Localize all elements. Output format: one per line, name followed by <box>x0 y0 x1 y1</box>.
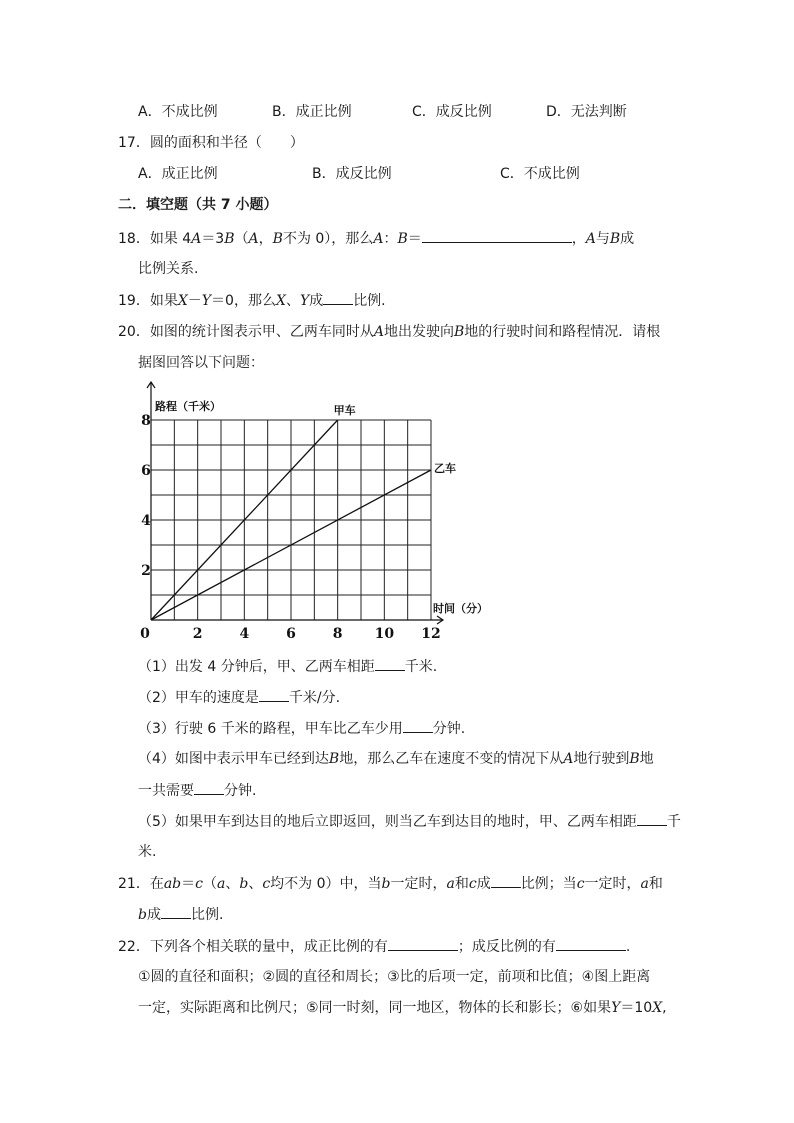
x-tick-label: 6 <box>286 626 296 642</box>
chart-grid <box>151 420 431 620</box>
q21-blank-1[interactable] <box>491 873 521 888</box>
q20-sub4-line2: 一共需要 分钟. <box>138 780 256 801</box>
y-tick-label: 2 <box>141 563 151 579</box>
q17-option-c: C．不成比例 <box>500 166 580 182</box>
x-tick-label: 8 <box>332 626 343 642</box>
q20-sub3-blank[interactable] <box>403 718 433 733</box>
q21-line1: 21．在ab＝c（a、b、c均不为 0）中，当b一定时，a和c成 比例；当c一定时，a和 <box>118 873 663 894</box>
x-axis-label: 时间（分） <box>433 602 488 615</box>
y-axis-label: 路程（千米） <box>155 400 221 413</box>
q20-sub1-blank[interactable] <box>375 656 405 671</box>
q21-blank-2[interactable] <box>161 904 191 919</box>
q22-blank-2[interactable] <box>556 936 626 951</box>
x-tick-label: 2 <box>192 626 203 642</box>
q21-line2: b成 比例. <box>138 904 223 925</box>
series-label-2: 乙车 <box>434 462 456 475</box>
q20-sub1: （1）出发 4 分钟后，甲、乙两车相距 千米. <box>138 656 437 677</box>
q17-option-a: A．成正比例 <box>138 166 218 182</box>
q18-line2: 比例关系. <box>138 261 199 277</box>
q16-option-c: C．成反比例 <box>412 104 492 120</box>
q17-option-b: B．成反比例 <box>312 166 392 182</box>
q20-line2: 据图回答以下问题： <box>138 355 264 371</box>
x-tick-label: 0 <box>140 626 150 642</box>
q16-option-b: B．成正比例 <box>272 104 352 120</box>
q20-sub2: （2）甲车的速度是 千米/分. <box>138 687 340 708</box>
q22-line1: 22．下列各个相关联的量中，成正比例的有 ；成反比例的有 . <box>118 936 630 957</box>
q20-sub4-line1: （4）如图中表示甲车已经到达B地，那么乙车在速度不变的情况下从A地行驶到B地 <box>138 751 654 767</box>
y-tick-label: 8 <box>141 413 151 429</box>
q22-line3: 一定，实际距离和比例尺；⑤同一时刻，同一地区，物体的长和影长；⑥如果Y＝10X, <box>138 1000 667 1016</box>
x-tick-label: 12 <box>421 626 441 642</box>
q16-option-d: D．无法判断 <box>546 104 627 120</box>
y-tick-label: 6 <box>141 463 151 479</box>
q20-sub2-blank[interactable] <box>259 687 289 702</box>
q16-option-a: A．不成比例 <box>138 104 218 120</box>
x-tick-label: 10 <box>374 626 395 642</box>
q20-sub3: （3）行驶 6 千米的路程，甲车比乙车少用 分钟. <box>138 718 465 739</box>
q20-sub5-line1: （5）如果甲车到达目的地后立即返回，则当乙车到达目的地时，甲、乙两车相距 千 <box>138 811 681 832</box>
q20-sub4-blank[interactable] <box>194 780 224 795</box>
chart-axes <box>147 382 443 624</box>
x-tick-label: 4 <box>239 626 250 642</box>
q20-sub5-blank[interactable] <box>637 811 667 826</box>
q17-stem: 17．圆的面积和半径（ ） <box>118 135 304 151</box>
q20-sub5-line2: 米. <box>138 844 157 860</box>
q20-line1: 20．如图的统计图表示甲、乙两车同时从A地出发驶向B地的行驶时间和路程情况．请根 <box>118 324 661 340</box>
y-tick-label: 4 <box>141 513 151 529</box>
q22-line2: ①圆的直径和面积；②圆的直径和周长；③比的后项一定，前项和比值；④图上距离 <box>138 969 651 985</box>
q22-blank-1[interactable] <box>388 936 458 951</box>
section-title: 二．填空题（共 7 小题） <box>118 197 278 213</box>
q18-line1: 18．如果 4A＝3B（A，B不为 0），那么A：B＝ ，A与B成 <box>118 228 634 249</box>
series-label-1: 甲车 <box>333 404 356 417</box>
q19-line: 19．如果X－Y＝0，那么X、Y成 比例. <box>118 290 386 311</box>
